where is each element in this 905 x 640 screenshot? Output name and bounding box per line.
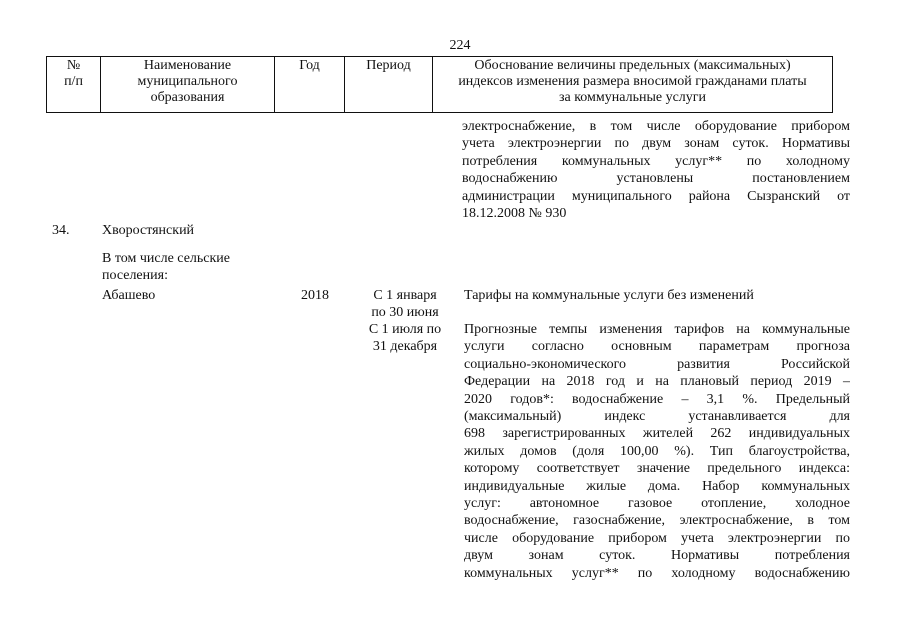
text-line: числе оборудование прибором учета электроэнергии по bbox=[464, 530, 850, 546]
period-first-half bbox=[360, 287, 450, 322]
row-number: 34. bbox=[52, 223, 70, 238]
text-line: 2020 годов*: водоснабжение – 3,1 %. Предельный bbox=[464, 391, 850, 407]
header-year-cell bbox=[275, 57, 345, 113]
header-number: № п/п bbox=[64, 58, 83, 89]
text-line: услуги согласно основным параметрам прогноза bbox=[464, 339, 850, 355]
text-line: водоснабжению установлены постановлением bbox=[462, 171, 850, 187]
text-line: коммунальных услуг** по холодному водоснабжению bbox=[464, 565, 850, 581]
text-line: администрации муниципального района Сызранский от bbox=[462, 188, 850, 204]
text-line: поселения: bbox=[102, 268, 168, 284]
text-line: потребления коммунальных услуг** по холодному bbox=[462, 153, 850, 169]
header-name: Наименование муниципального образования bbox=[137, 58, 238, 105]
continuation-text bbox=[462, 118, 850, 222]
period-second-half bbox=[360, 321, 450, 356]
text-line: жилых домов (доля 100,00 %). Тип благоустройства, bbox=[464, 443, 850, 459]
text-line: С 1 января bbox=[373, 288, 437, 303]
basis-forecast bbox=[464, 321, 850, 582]
text-line: по 30 июня bbox=[371, 305, 439, 321]
text-line: водоснабжение, газоснабжение, электроснабжение, в том bbox=[464, 513, 850, 529]
header-number-cell bbox=[47, 57, 101, 113]
text-line: 18.12.2008 № 930 bbox=[462, 206, 567, 222]
header-basis-cell bbox=[433, 57, 833, 113]
text-line: услуг: автономное газовое отопление, холодное bbox=[464, 496, 850, 512]
text-line: электроснабжение, в том числе оборудование прибором bbox=[462, 119, 850, 134]
text-line: Прогнозные темпы изменения тарифов на коммунальные bbox=[464, 322, 850, 337]
text-line: которому соответствует значение предельного индекса: bbox=[464, 461, 850, 477]
text-line: Федерации на 2018 год и на плановый период 2019 – bbox=[464, 374, 850, 390]
text-line: учета электроэнергии по двум зонам суток. Нормативы bbox=[462, 136, 850, 152]
sub-heading bbox=[102, 250, 272, 285]
text-line: двум зонам суток. Нормативы потребления bbox=[464, 548, 850, 564]
text-line: (максимальный) индекс устанавливается для bbox=[464, 409, 850, 425]
text-line: индивидуальные жилые дома. Набор коммунальных bbox=[464, 478, 850, 494]
table-header bbox=[46, 56, 833, 113]
text-line: 698 зарегистрированных жителей 262 индивидуальных bbox=[464, 426, 850, 442]
text-line: С 1 июля по bbox=[368, 322, 442, 337]
header-year: Год bbox=[299, 58, 320, 73]
header-period-cell bbox=[345, 57, 433, 113]
text-line: В том числе сельские bbox=[102, 251, 231, 266]
text-line: 31 декабря bbox=[372, 339, 438, 355]
settlement-year: 2018 bbox=[301, 288, 329, 303]
basis-no-change: Тарифы на коммунальные услуги без изменений bbox=[464, 288, 754, 303]
header-basis: Обоснование величины предельных (максимальных) индексов изменения размера вносимой гражданами платы за коммунальные услуги bbox=[458, 58, 807, 105]
text-line: социально-экономического развития Российской bbox=[464, 356, 850, 372]
municipality-name: Хворостянский bbox=[102, 223, 195, 238]
page-number: 224 bbox=[449, 38, 471, 53]
header-name-cell bbox=[101, 57, 275, 113]
settlement-name: Абашево bbox=[102, 288, 156, 303]
header-period: Период bbox=[366, 58, 411, 73]
